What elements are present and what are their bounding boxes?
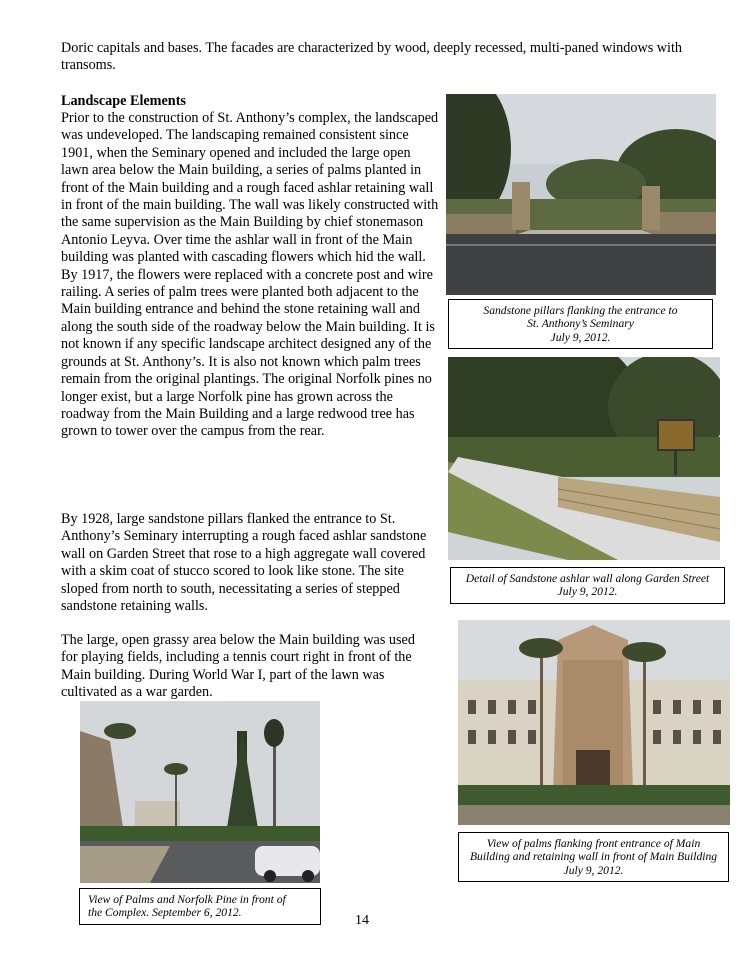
section-heading: Landscape Elements (61, 93, 186, 109)
caption-line: St. Anthony’s Seminary (527, 317, 634, 331)
caption-line: View of palms flanking front entrance of Main (486, 837, 701, 850)
figure-caption-1 (448, 299, 713, 349)
intro-text: Doric capitals and bases. The facades are characterized by wood, deeply recessed, multi-paned windows with transoms. (61, 40, 682, 74)
ashlar-wall-photo (448, 357, 720, 560)
paragraph-1: Prior to the construction of St. Anthony’s complex, the landscaped was undeveloped. The landscaping remained consistent since 1901, when the Seminary opened and included the large open lawn area below the Main building, a series of palms planted in front of the Main building and a rough faced ashlar retaining wall in front of the main building. The wall was likely constructed with the same supervision as the Main Building by chief stonemason Antonio Leyva. Over time the ashlar wall in front of the Main building was planted with cascading flowers which hid the wall. By 1917, the flowers were replaced with a concrete post and wire railing. A series of palm trees were planted both adjacent to the Main building entrance and behind the stone retaining wall and along the south side of the roadway below the Main building. It is not known if any specific landscape architect designed any of the grounds at St. Anthony’s. It is also not known which palm trees remain from the original plantings. The original Norfolk pines no longer exist, but a large Norfolk pine has grown across the roadway from the Main Building and a large redwood tree has grown to tower over the campus from the rear. (61, 110, 439, 440)
palms-norfolk-pine-photo (80, 701, 320, 883)
caption-line: Building and retaining wall in front of Main Building (469, 850, 718, 864)
caption-line: Sandstone pillars flanking the entrance to (483, 304, 678, 317)
caption-line: July 9, 2012. (563, 863, 624, 877)
entrance-pillars-photo (446, 94, 716, 295)
caption-line: View of Palms and Norfolk Pine in front of (88, 893, 286, 906)
main-entrance-palms-photo (458, 620, 730, 825)
paragraph-2: By 1928, large sandstone pillars flanked the entrance to St. Anthony’s Seminary interrupting a rough faced ashlar sandstone wall on Garden Street that rose to a high aggregate wall covered with a skim coat of stucco scored to look like stone. The site sloped from north to south, necessitating a series of stepped sandstone retaining walls. (61, 511, 427, 615)
caption-line: Detail of Sandstone ashlar wall along Garden Street (465, 572, 710, 585)
caption-line: July 9, 2012. (557, 585, 618, 599)
figure-caption-4 (79, 888, 321, 925)
paragraph-3: The large, open grassy area below the Main building was used for playing fields, including a tennis court right in front of the Main building. During World War I, part of the lawn was cultivated as a war garden. (61, 632, 415, 701)
caption-line: July 9, 2012. (550, 330, 611, 344)
page-number: 14 (355, 913, 369, 928)
figure-caption-3 (458, 832, 729, 882)
caption-line: the Complex. September 6, 2012. (88, 906, 242, 920)
figure-caption-2 (450, 567, 725, 604)
